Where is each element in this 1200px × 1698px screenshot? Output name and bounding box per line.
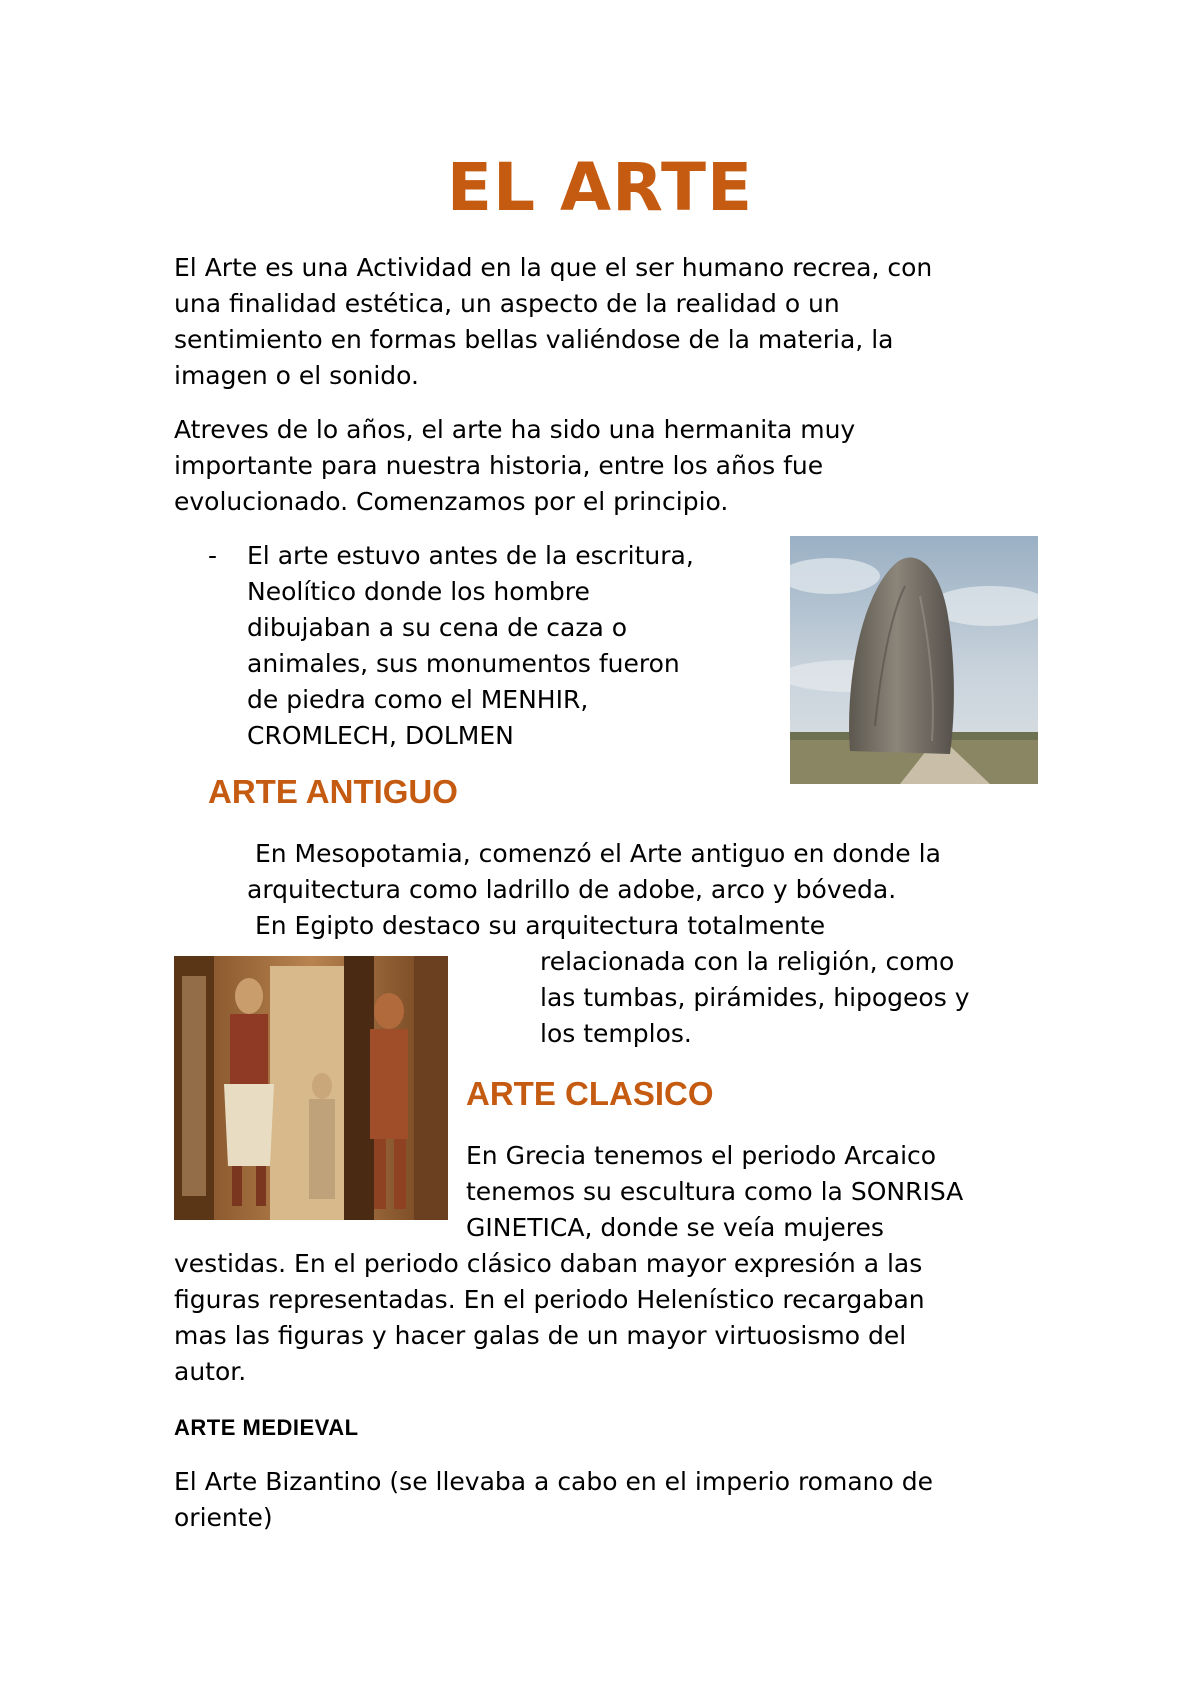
arte-clasico-heading: ARTE CLASICO <box>466 1075 714 1112</box>
menhir-photo <box>790 536 1038 784</box>
egipto-cont-line: relacionada con la religión, como <box>540 947 955 976</box>
clasico-line: GINETICA, donde se veía mujeres <box>466 1213 884 1242</box>
clasico-line: autor. <box>174 1357 247 1386</box>
bullet-line: Neolítico donde los hombre <box>247 577 590 606</box>
bullet-line: dibujaban a su cena de caza o <box>247 613 628 642</box>
clasico-line: figuras representadas. En el periodo Helenístico recargaban <box>174 1285 925 1314</box>
mesopotamia-line: arquitectura como ladrillo de adobe, arco y bóveda. <box>247 875 897 904</box>
intro-line: imagen o el sonido. <box>174 361 419 390</box>
medieval-line: oriente) <box>174 1503 273 1532</box>
history-line: Atreves de lo años, el arte ha sido una hermanita muy <box>174 415 856 444</box>
egipto-cont-line: los templos. <box>540 1019 692 1048</box>
egipto-cont-line: las tumbas, pirámides, hipogeos y <box>540 983 970 1012</box>
clasico-line: En Grecia tenemos el periodo Arcaico <box>466 1141 937 1170</box>
arte-medieval-heading: ARTE MEDIEVAL <box>174 1415 359 1440</box>
medieval-line: El Arte Bizantino (se llevaba a cabo en el imperio romano de <box>174 1467 933 1496</box>
mesopotamia-line: En Mesopotamia, comenzó el Arte antiguo en donde la <box>247 839 941 868</box>
history-line: importante para nuestra historia, entre los años fue <box>174 451 824 480</box>
clasico-line: mas las figuras y hacer galas de un mayor virtuosismo del <box>174 1321 907 1350</box>
page-title: EL ARTE <box>446 149 754 226</box>
intro-line: una finalidad estética, un aspecto de la realidad o un <box>174 289 840 318</box>
intro-line: sentimiento en formas bellas valiéndose de la materia, la <box>174 325 894 354</box>
bullet-line: El arte estuvo antes de la escritura, <box>247 541 694 570</box>
bullet-line: de piedra como el MENHIR, <box>247 685 589 714</box>
history-line: evolucionado. Comenzamos por el principio. <box>174 487 729 516</box>
intro-line: El Arte es una Actividad en la que el ser humano recrea, con <box>174 253 933 282</box>
clasico-line: tenemos su escultura como la SONRISA <box>466 1177 964 1206</box>
egipto-line: En Egipto destaco su arquitectura totalmente <box>247 911 826 940</box>
bullet-line: CROMLECH, DOLMEN <box>247 721 514 750</box>
bullet-marker: - <box>208 541 218 570</box>
egyptian-statues-photo <box>174 956 448 1220</box>
bullet-line: animales, sus monumentos fueron <box>247 649 680 678</box>
arte-antiguo-heading: ARTE ANTIGUO <box>208 773 458 810</box>
clasico-line: vestidas. En el periodo clásico daban mayor expresión a las <box>174 1249 923 1278</box>
